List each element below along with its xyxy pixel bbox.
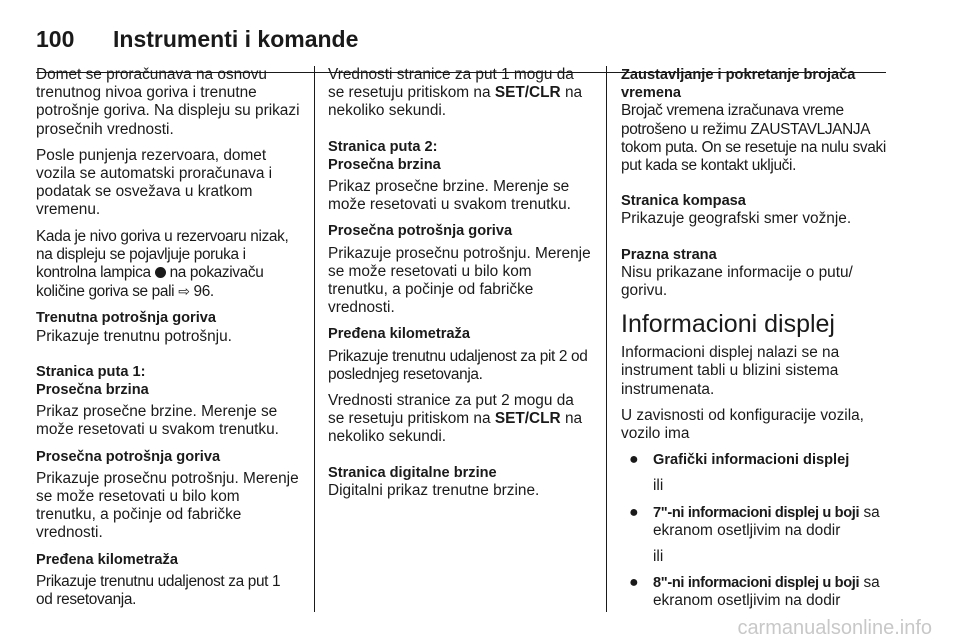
warning-lamp-icon xyxy=(155,267,166,278)
paragraph xyxy=(36,228,300,302)
paragraph: Brojač vremena izračunava vreme potrošeno u režimu ZAUSTAVLJANJA tokom puta. On se resetuje na nulu svaki put kada se kontakt uključi. xyxy=(621,102,886,175)
section-heading: Stranica digitalne brzine xyxy=(328,464,497,481)
column-2 xyxy=(328,66,594,508)
display-options-list xyxy=(621,451,887,610)
paragraph: Prikazuje prosečnu potrošnju. Merenje se može resetovati u bilo kom trenutku, a počinje od fabričke vrednosti. xyxy=(328,244,591,317)
paragraph: U zavisnosti od konfiguracije vozila, vozilo ima xyxy=(621,406,864,443)
list-item-text: sa xyxy=(863,574,880,592)
page-header xyxy=(36,22,886,52)
paragraph: Prikazuje trenutnu udaljenost za put 1 od resetovanja. xyxy=(36,572,281,609)
column-3 xyxy=(621,66,887,611)
list-item xyxy=(621,574,887,610)
list-item-text: ekranom osetljivim na dodir xyxy=(653,521,841,539)
subsection-heading: Prosečna brzina xyxy=(328,156,441,173)
subsection-heading: Pređena kilometraža xyxy=(328,326,470,343)
bullet-icon: ● xyxy=(629,451,639,469)
column-divider xyxy=(606,66,607,612)
list-item xyxy=(621,451,887,469)
page-title: Instrumenti i komande xyxy=(113,26,359,52)
section-heading: Trenutna potrošnja goriva xyxy=(36,310,217,327)
section-heading: Zaustavljanje i pokretanje brojača vremena xyxy=(621,67,856,102)
subsection-heading: Prosečna potrošnja goriva xyxy=(36,448,221,465)
column-divider xyxy=(314,66,315,612)
paragraph: Prikazuje trenutnu potrošnju. xyxy=(36,327,232,345)
paragraph: Digitalni prikaz trenutne brzine. xyxy=(328,481,540,499)
bullet-icon: ● xyxy=(629,574,639,592)
paragraph-text: Kada je nivo goriva u rezervoaru nizak, na displeju se pojavljuje poruka i kontrolna lampica xyxy=(36,227,289,282)
paragraph-text: Vrednosti stranice za put 1 mogu da se resetuju pritiskom na xyxy=(328,66,574,102)
list-item xyxy=(621,504,887,540)
page-number: 100 xyxy=(36,26,75,52)
paragraph: Prikazuje geografski smer vožnje. xyxy=(621,210,852,228)
bullet-icon: ● xyxy=(629,503,639,521)
list-item-text: sa xyxy=(863,503,880,521)
key-label: SET/CLR xyxy=(494,410,561,428)
watermark: carmanualsonline.info xyxy=(737,617,932,639)
paragraph xyxy=(328,66,594,121)
paragraph-text: Vrednosti stranice za put 2 mogu da se resetuju pritiskom na xyxy=(328,392,574,428)
paragraph-text: na nekoliko sekundi. xyxy=(328,410,583,446)
paragraph: Informacioni displej nalazi se na instrument tabli u blizini sistema instrumenata. xyxy=(621,344,840,398)
section-heading: Stranica puta 2: xyxy=(328,138,438,155)
paragraph: Domet se proračunava na osnovu trenutnog nivoa goriva i trenutne potrošnje goriva. Na displeju su prikazi prosečnih vrednosti. xyxy=(36,66,300,138)
list-item-label: 8"-ni informacioni displej u boji xyxy=(653,575,860,592)
subsection-heading: Prosečna brzina xyxy=(36,382,149,399)
paragraph: Nisu prikazane informacije o putu/ gorivu. xyxy=(621,263,853,300)
list-item-text: ekranom osetljivim na dodir xyxy=(653,592,841,610)
paragraph-text: na pokazivaču količine goriva se pali xyxy=(36,264,264,301)
list-item-label: 7"-ni informacioni displej u boji xyxy=(653,504,860,521)
section-heading: Prazna strana xyxy=(621,246,717,263)
list-item-label: Grafički informacioni displej xyxy=(653,452,850,469)
paragraph: Prikazuje trenutnu udaljenost za pit 2 od poslednjeg resetovanja. xyxy=(328,347,588,383)
key-label: SET/CLR xyxy=(494,84,561,102)
paragraph-text: na nekoliko sekundi. xyxy=(328,84,583,120)
page-reference-icon: ⇨ xyxy=(178,283,190,300)
paragraph: Prikaz prosečne brzine. Merenje se može resetovati u svakom trenutku. xyxy=(328,178,571,214)
page-reference-link[interactable]: 96. xyxy=(193,283,214,301)
column-1 xyxy=(36,66,300,617)
paragraph: Prikazuje prosečnu potrošnju. Merenje se može resetovati u bilo kom trenutku, a počinje od fabričke vrednosti. xyxy=(36,469,299,542)
paragraph: Posle punjenja rezervoara, domet vozila se automatski proračunava i podatak se osvežava u kratkom vremenu. xyxy=(36,146,273,219)
section-heading: Stranica puta 1: xyxy=(36,363,146,380)
paragraph: Prikaz prosečne brzine. Merenje se može resetovati u svakom trenutku. xyxy=(36,403,279,439)
subsection-heading: Prosečna potrošnja goriva xyxy=(328,223,513,240)
list-separator: ili xyxy=(653,477,664,495)
subsection-heading: Pređena kilometraža xyxy=(36,551,178,568)
chapter-heading: Informacioni displej xyxy=(621,310,835,339)
paragraph xyxy=(328,392,594,447)
section-heading: Stranica kompasa xyxy=(621,193,746,210)
list-separator: ili xyxy=(653,548,664,566)
